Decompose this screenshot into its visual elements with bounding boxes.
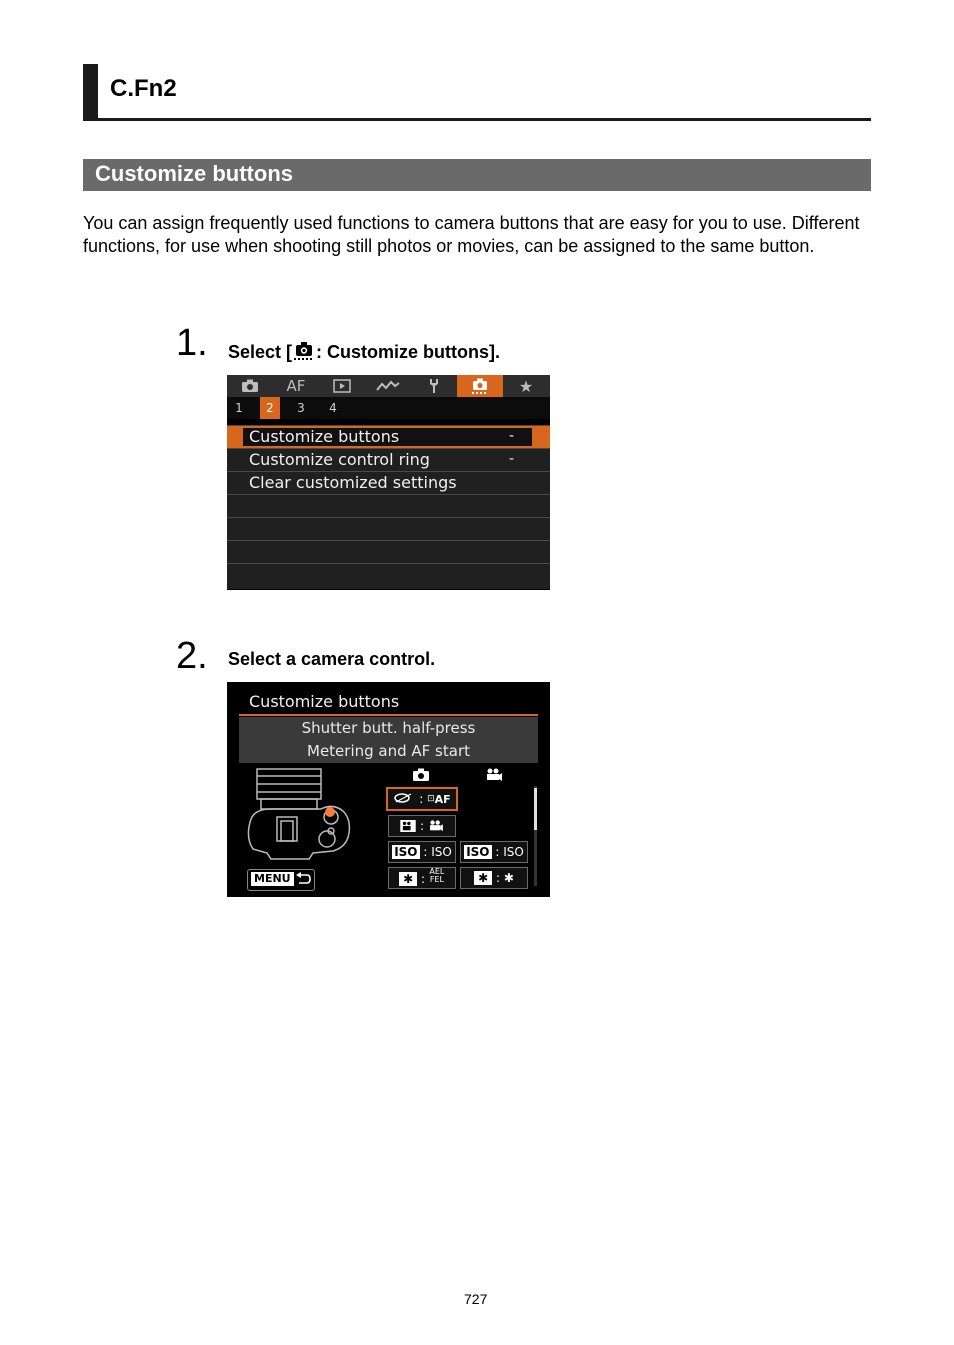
tab-my-menu[interactable] [503,375,549,397]
function-line-1: Shutter butt. half-press [301,719,476,737]
wrench-icon [427,378,441,394]
page-number: 727 [464,1291,488,1307]
section-title: C.Fn2 [110,75,177,102]
tab-wireless[interactable] [365,375,411,397]
step-2-text: Select a camera control. [228,649,436,669]
menu-item-clear-customized-settings[interactable] [227,471,550,494]
scrollbar-thumb[interactable] [534,788,537,830]
function-line-2: Metering and AF start [307,742,470,760]
camera-body-illustration [241,767,356,862]
control-ae-lock-button-photo[interactable] [388,867,456,889]
control-iso-button-movie[interactable] [460,841,528,863]
menu-item-value: - [509,428,515,444]
control-sep: : [423,845,428,859]
menu-screen-2 [227,682,550,897]
movie-icon [400,820,416,832]
ae-lock-key: ✱ [474,871,492,885]
tab-custom-functions[interactable] [457,375,503,397]
subtab-2[interactable]: 2 [260,397,280,419]
control-sep: : [495,871,501,885]
menu-item-empty [227,540,550,563]
control-func: ISO [431,845,452,859]
column-movie-header [485,768,503,786]
movie-icon [428,820,444,832]
menu-item-label: Customize control ring [249,450,430,469]
menu-item-label: Customize buttons [249,427,400,446]
menu-item-empty [227,563,550,589]
menu-item-customize-control-ring[interactable] [227,448,550,471]
control-shutter-half-press[interactable] [386,787,458,811]
step-2-number: 2. [176,635,208,677]
back-arrow-icon [295,871,311,887]
section-marker [83,64,98,121]
subtab-3[interactable]: 3 [297,401,305,415]
camera-icon [241,379,259,393]
control-sep: : [495,845,500,859]
tab-setup[interactable] [411,375,457,397]
control-sep: : [419,819,425,833]
ae-lock-key: ✱ [399,872,417,886]
menu-subtab-bar [227,397,550,419]
menu-label: MENU [251,872,294,886]
control-sep: : [419,792,424,806]
control-func: AF [434,793,451,806]
playback-icon [333,379,351,393]
menu-item-empty [227,517,550,540]
camera-icon [412,768,430,782]
menu-screen-1 [227,375,550,590]
tab-af[interactable] [273,375,319,397]
control-movie-button[interactable] [388,815,456,837]
iso-key: ISO [394,845,418,859]
shutter-half-icon [393,792,415,804]
custom-camera-icon [293,341,315,366]
subtab-1[interactable]: 1 [235,401,243,415]
tab-playback[interactable] [319,375,365,397]
iso-key: ISO [466,845,490,859]
menu-item-value: - [509,451,515,467]
movie-icon [485,768,503,782]
step-1-number: 1. [176,322,208,364]
subsection-title: Customize buttons [95,161,293,186]
function-description [239,717,538,763]
step-1-text-before: Select [ [228,342,293,362]
custom-camera-icon [471,378,489,394]
control-func: AEL FEL [429,867,445,884]
screen-title: Customize buttons [249,692,400,711]
control-func: ISO [503,845,524,859]
menu-item-empty [227,494,550,517]
tab-shooting[interactable] [227,375,273,397]
menu-tab-bar [227,375,550,397]
tab-af-label: AF [286,377,306,395]
step-1-text [228,341,500,366]
control-ae-lock-button-movie[interactable] [460,867,528,889]
section-rule [83,118,871,121]
wireless-icon [376,379,400,393]
step-1-text-after: : Customize buttons]. [316,342,501,362]
control-func: ✱ [503,871,514,885]
control-iso-button-photo[interactable] [388,841,456,863]
subtab-4[interactable]: 4 [329,401,337,415]
column-photo-header [412,768,430,786]
control-sep: : [421,872,426,886]
menu-item-label: Clear customized settings [249,473,457,492]
metering-icon: ⊡ [427,794,435,804]
intro-paragraph: You can assign frequently used functions to camera buttons that are easy for you to use. Different functions, for use when shooting still photos or movies, can be assigned to the same button. [83,213,860,256]
menu-item-customize-buttons[interactable] [227,425,550,448]
title-rule [239,714,538,716]
star-icon: ★ [518,376,534,396]
